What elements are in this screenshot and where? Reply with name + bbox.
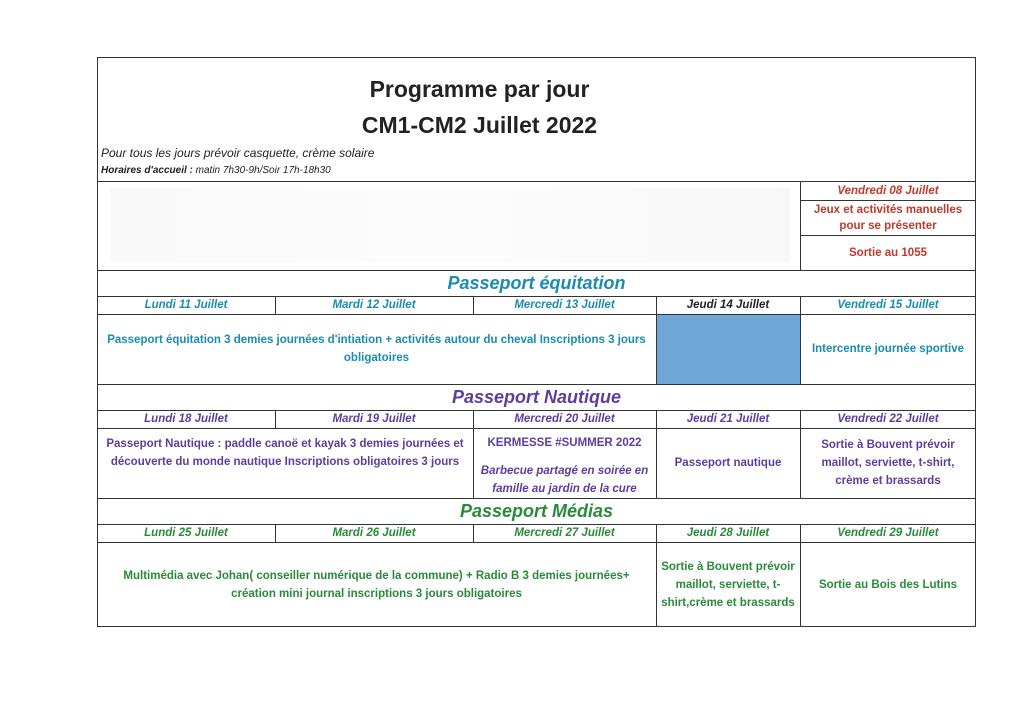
- day-header: Mardi 12 Juillet: [332, 299, 416, 311]
- day-header: Mercredi 13 Juillet: [514, 299, 615, 311]
- activity-cell: Passeport nautique: [674, 457, 782, 469]
- day-header: Vendredi 15 Juillet: [837, 299, 939, 311]
- day-header: Jeudi 14 Juillet: [686, 299, 770, 311]
- activity-cell: Sortie à Bouvent prévoir maillot, serviette, t-shirt,crème et brassards: [661, 560, 795, 609]
- section-title: Passeport Nautique: [451, 387, 622, 407]
- activity-text: Inscriptions obligatoires 3 jours: [284, 456, 460, 468]
- day-header: Jeudi 21 Juillet: [686, 413, 770, 425]
- kermesse-title: KERMESSE #SUMMER 2022: [487, 437, 642, 449]
- section-title: Passeport équitation: [447, 273, 626, 293]
- day-header: Lundi 25 Juillet: [144, 527, 228, 539]
- general-note: Pour tous les jours prévoir casquette, crème solaire: [101, 146, 375, 160]
- activity-cell: Sortie au Bois des Lutins: [818, 578, 958, 591]
- activity-cell: Passeport équitation 3 demies journées d'intiation + activités autour du cheval Inscriptions 3 jours obligatoires: [107, 334, 646, 364]
- day-header: Lundi 11 Juillet: [144, 299, 228, 311]
- activity-cell: Jeux et activités manuelles pour se présenter: [813, 203, 963, 232]
- day-header: Mardi 26 Juillet: [332, 527, 416, 539]
- activity-cell: [99, 435, 471, 495]
- activity-cell: Multimédia avec Johan( conseiller numérique de la commune) + Radio B 3 demies journées+ création mini journal inscriptions 3 jours obligatoires: [123, 569, 630, 600]
- page-subtitle: CM1-CM2 Juillet 2022: [361, 112, 598, 138]
- day-header: Vendredi 08 Juillet: [837, 185, 939, 197]
- day-header: Mardi 19 Juillet: [332, 413, 416, 425]
- section-title: Passeport Médias: [459, 501, 614, 521]
- kermesse-detail: Barbecue partagé en soirée en famille au jardin de la cure: [480, 465, 649, 495]
- hours-note: [101, 165, 331, 176]
- hours-value: matin 7h30-9h/Soir 17h-18h30: [192, 165, 331, 176]
- day-header: Vendredi 29 Juillet: [837, 527, 939, 539]
- activity-cell: Intercentre journée sportive: [811, 343, 965, 355]
- blurred-region: [110, 188, 790, 262]
- activity-text: Passeport Nautique : paddle canoë et kayak 3 demies journées et découverte du monde nautique: [106, 438, 464, 468]
- activity-cell: Sortie au 1055: [849, 246, 927, 259]
- day-header: Mercredi 20 Juillet: [514, 413, 615, 425]
- day-header: Mercredi 27 Juillet: [514, 527, 615, 539]
- hours-label: Horaires d'accueil :: [101, 165, 193, 176]
- day-header: Vendredi 22 Juillet: [837, 413, 939, 425]
- highlight-block: [657, 315, 800, 384]
- day-header: Jeudi 28 Juillet: [686, 527, 770, 539]
- page-title: Programme par jour: [369, 76, 590, 102]
- activity-cell: Sortie à Bouvent prévoir maillot, serviette, t-shirt, crème et brassards: [821, 439, 955, 487]
- day-header: Lundi 18 Juillet: [144, 413, 228, 425]
